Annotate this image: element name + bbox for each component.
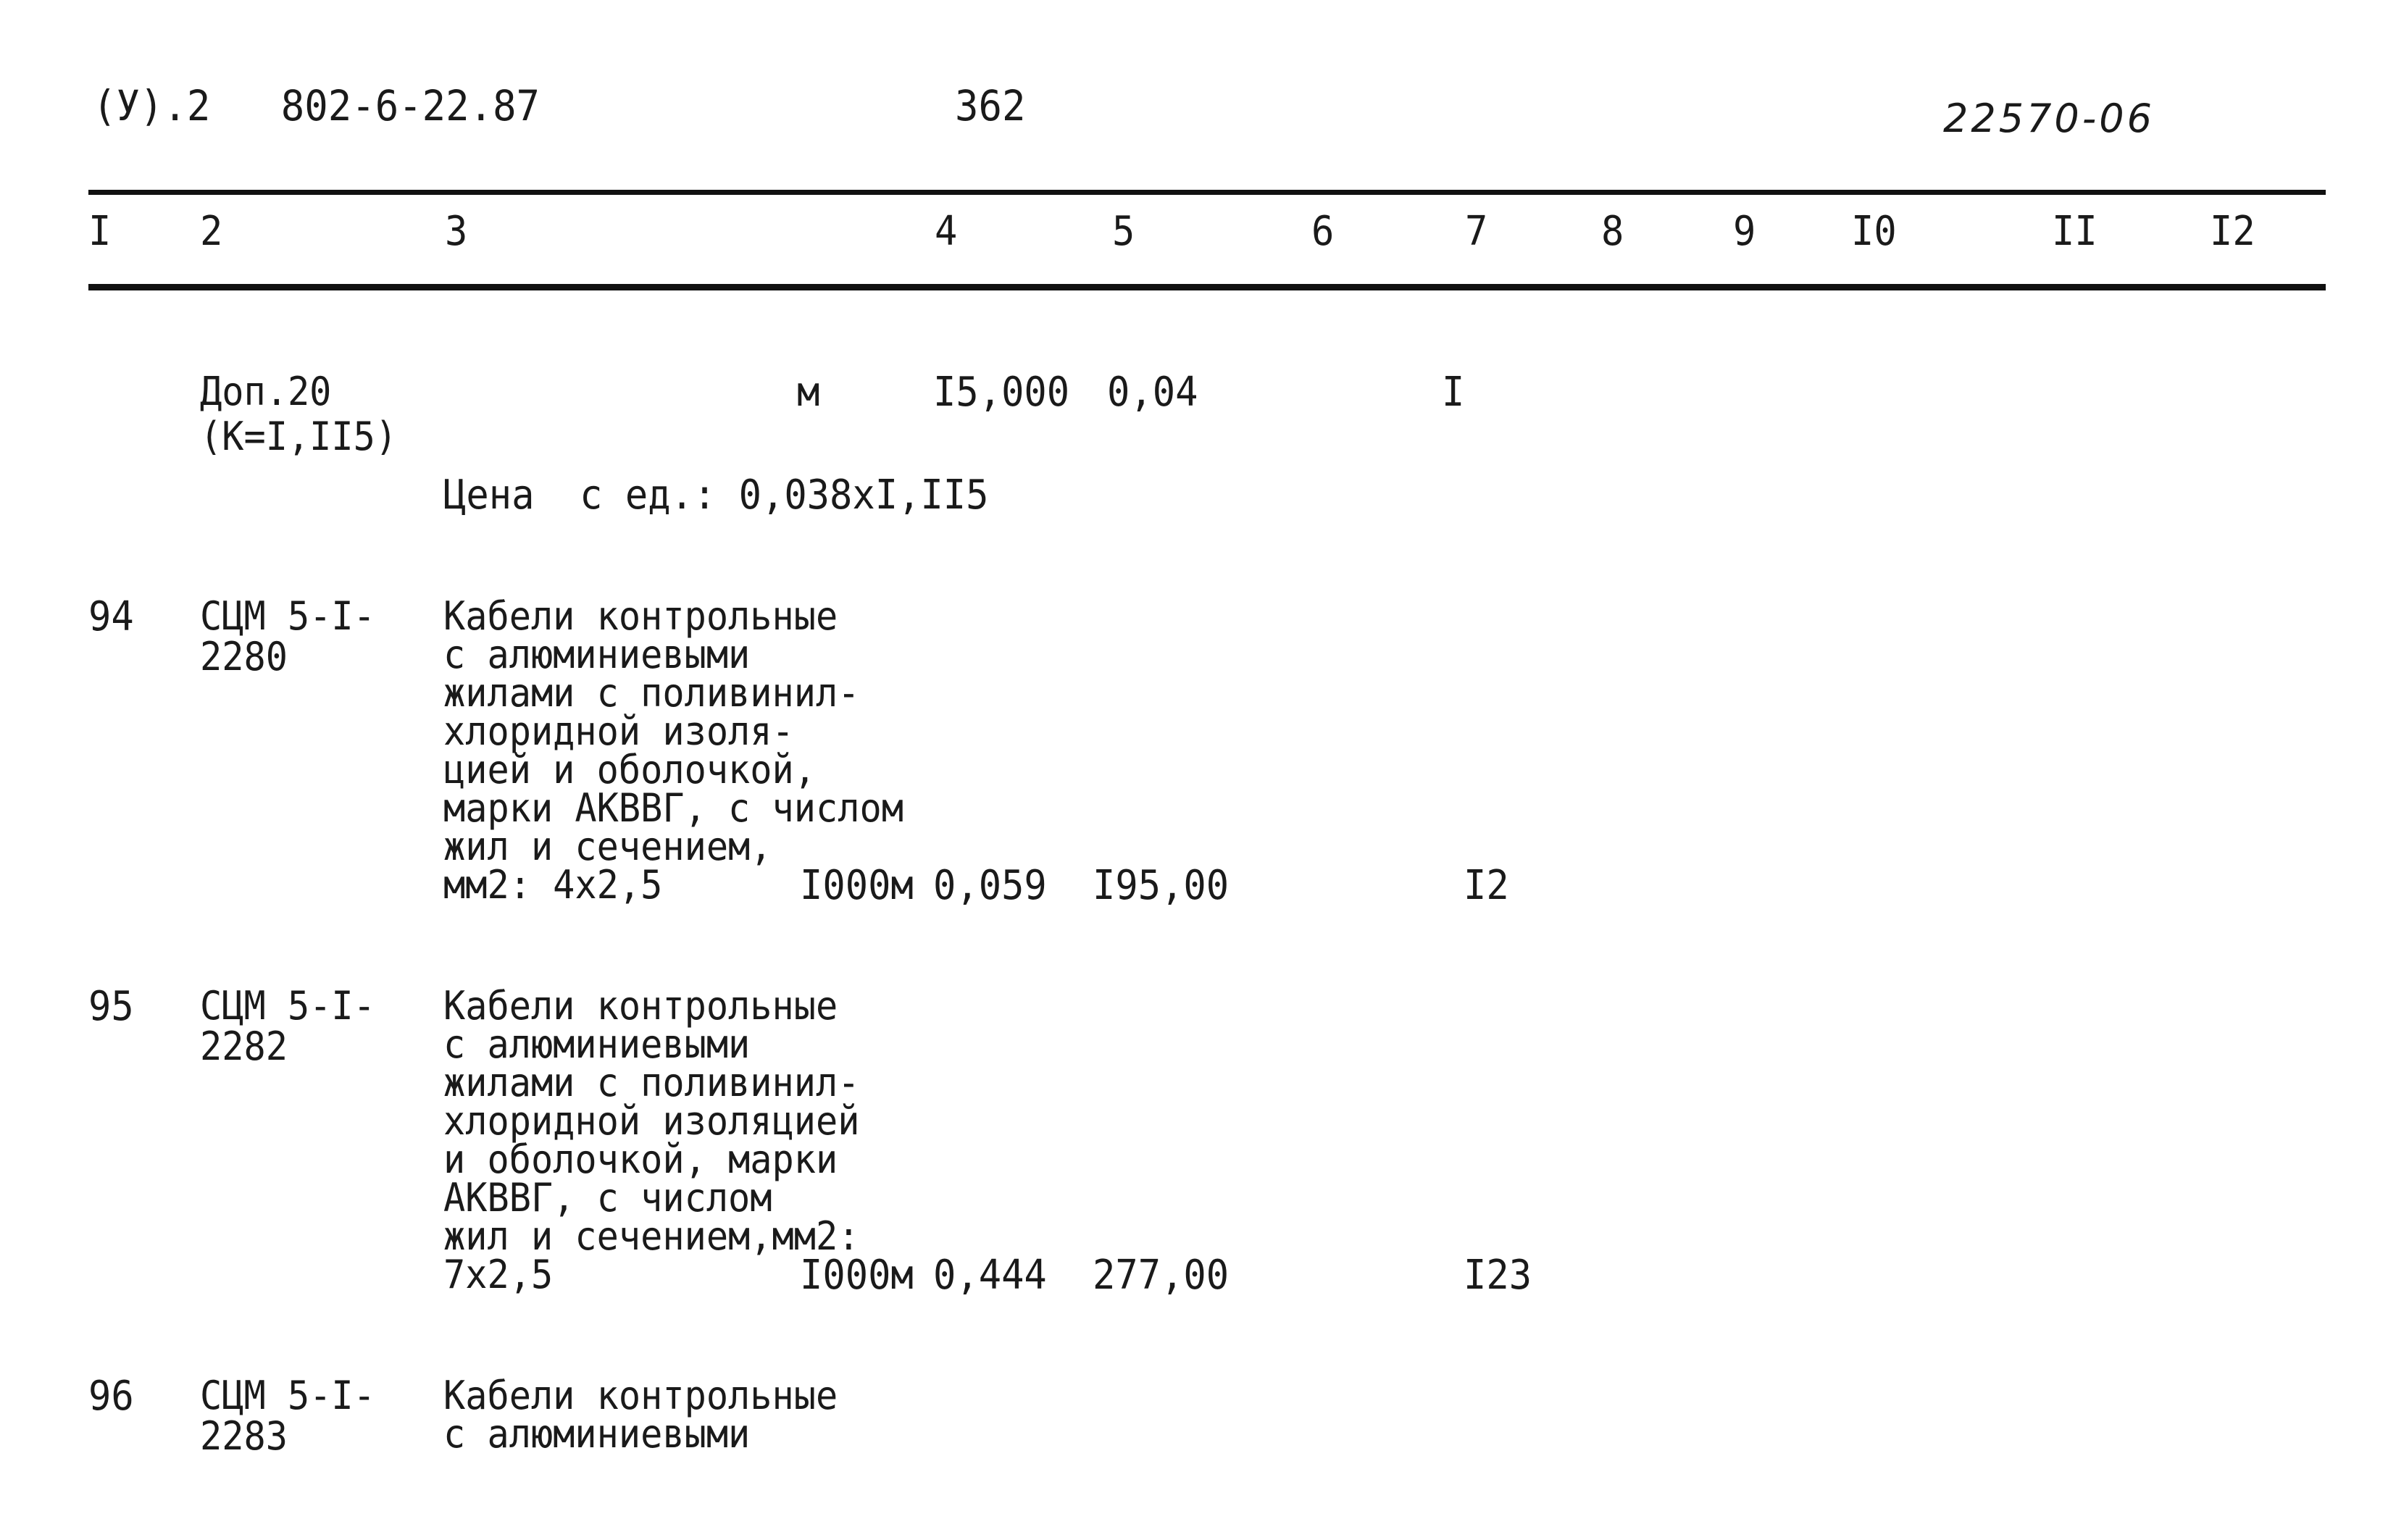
handwritten-code: 22570-06 <box>1943 96 2155 141</box>
item-quantity: 0,059 <box>933 862 1047 909</box>
item-description-line: Кабели контрольные <box>443 983 838 1029</box>
item-description-line: с алюминиевыми <box>443 1411 751 1457</box>
item-description-line: с алюминиевыми <box>443 632 751 677</box>
column-number: 5 <box>1112 208 1135 255</box>
item-description-last-line: 7х2,5 <box>443 1252 554 1297</box>
item-description-line: жилами с поливинил- <box>443 670 860 716</box>
item-unit: I000м <box>800 1252 914 1299</box>
item-code: СЦМ 5-I- <box>200 1373 375 1418</box>
item-number: 95 <box>88 983 134 1030</box>
row-code: Доп.20 <box>200 369 332 414</box>
row-total: I <box>1442 369 1465 416</box>
row-unit: м <box>797 369 820 416</box>
price-note: Цена с ед.: 0,038хI,II5 <box>443 472 989 519</box>
column-number: I2 <box>2210 208 2255 255</box>
column-number: 4 <box>935 208 958 255</box>
row-code-coefficient: (К=I,II5) <box>200 414 398 459</box>
item-description-line: с алюминиевыми <box>443 1021 751 1067</box>
item-quantity: 0,444 <box>933 1252 1047 1299</box>
item-description-line: жил и сечением,мм2: <box>443 1213 860 1259</box>
column-number: 6 <box>1311 208 1335 255</box>
item-description-line: хлоридной изоляцией <box>443 1098 860 1144</box>
column-number: 7 <box>1465 208 1488 255</box>
item-description-line: жилами с поливинил- <box>443 1060 860 1105</box>
item-description-last-line: мм2: 4х2,5 <box>443 862 663 908</box>
column-number: 8 <box>1601 208 1624 255</box>
item-price: I95,00 <box>1093 862 1230 909</box>
item-description-line: жил и сечением, <box>443 824 772 869</box>
header-top-rule <box>88 190 2326 195</box>
column-number: I0 <box>1851 208 1897 255</box>
item-code-number: 2283 <box>200 1413 288 1459</box>
column-number: 3 <box>445 208 468 255</box>
item-total: I23 <box>1464 1252 1532 1299</box>
column-number: 9 <box>1733 208 1756 255</box>
item-description-line: хлоридной изоля- <box>443 708 794 754</box>
row-price: 0,04 <box>1107 369 1198 416</box>
item-description-line: АКВВГ, с числом <box>443 1175 772 1221</box>
item-code-number: 2280 <box>200 634 288 679</box>
item-total: I2 <box>1464 862 1509 909</box>
item-description-line: Кабели контрольные <box>443 593 838 639</box>
row-quantity: I5,000 <box>933 369 1070 416</box>
item-code: СЦМ 5-I- <box>200 593 375 639</box>
document-code: (У).2 802-6-22.87 <box>93 81 540 130</box>
item-number: 96 <box>88 1373 134 1420</box>
column-number: II <box>2052 208 2097 255</box>
column-number: 2 <box>200 208 223 255</box>
item-description-line: Кабели контрольные <box>443 1373 838 1418</box>
item-description-line: цией и оболочкой, <box>443 747 816 792</box>
column-number: I <box>88 208 112 255</box>
page-number: 362 <box>955 81 1026 130</box>
item-price: 277,00 <box>1093 1252 1230 1299</box>
item-code: СЦМ 5-I- <box>200 983 375 1029</box>
item-code-number: 2282 <box>200 1024 288 1069</box>
item-number: 94 <box>88 593 134 640</box>
header-bottom-rule <box>88 284 2326 290</box>
item-unit: I000м <box>800 862 914 909</box>
item-description-line: и оболочкой, марки <box>443 1137 838 1182</box>
item-description-line: марки АКВВГ, с числом <box>443 785 903 831</box>
